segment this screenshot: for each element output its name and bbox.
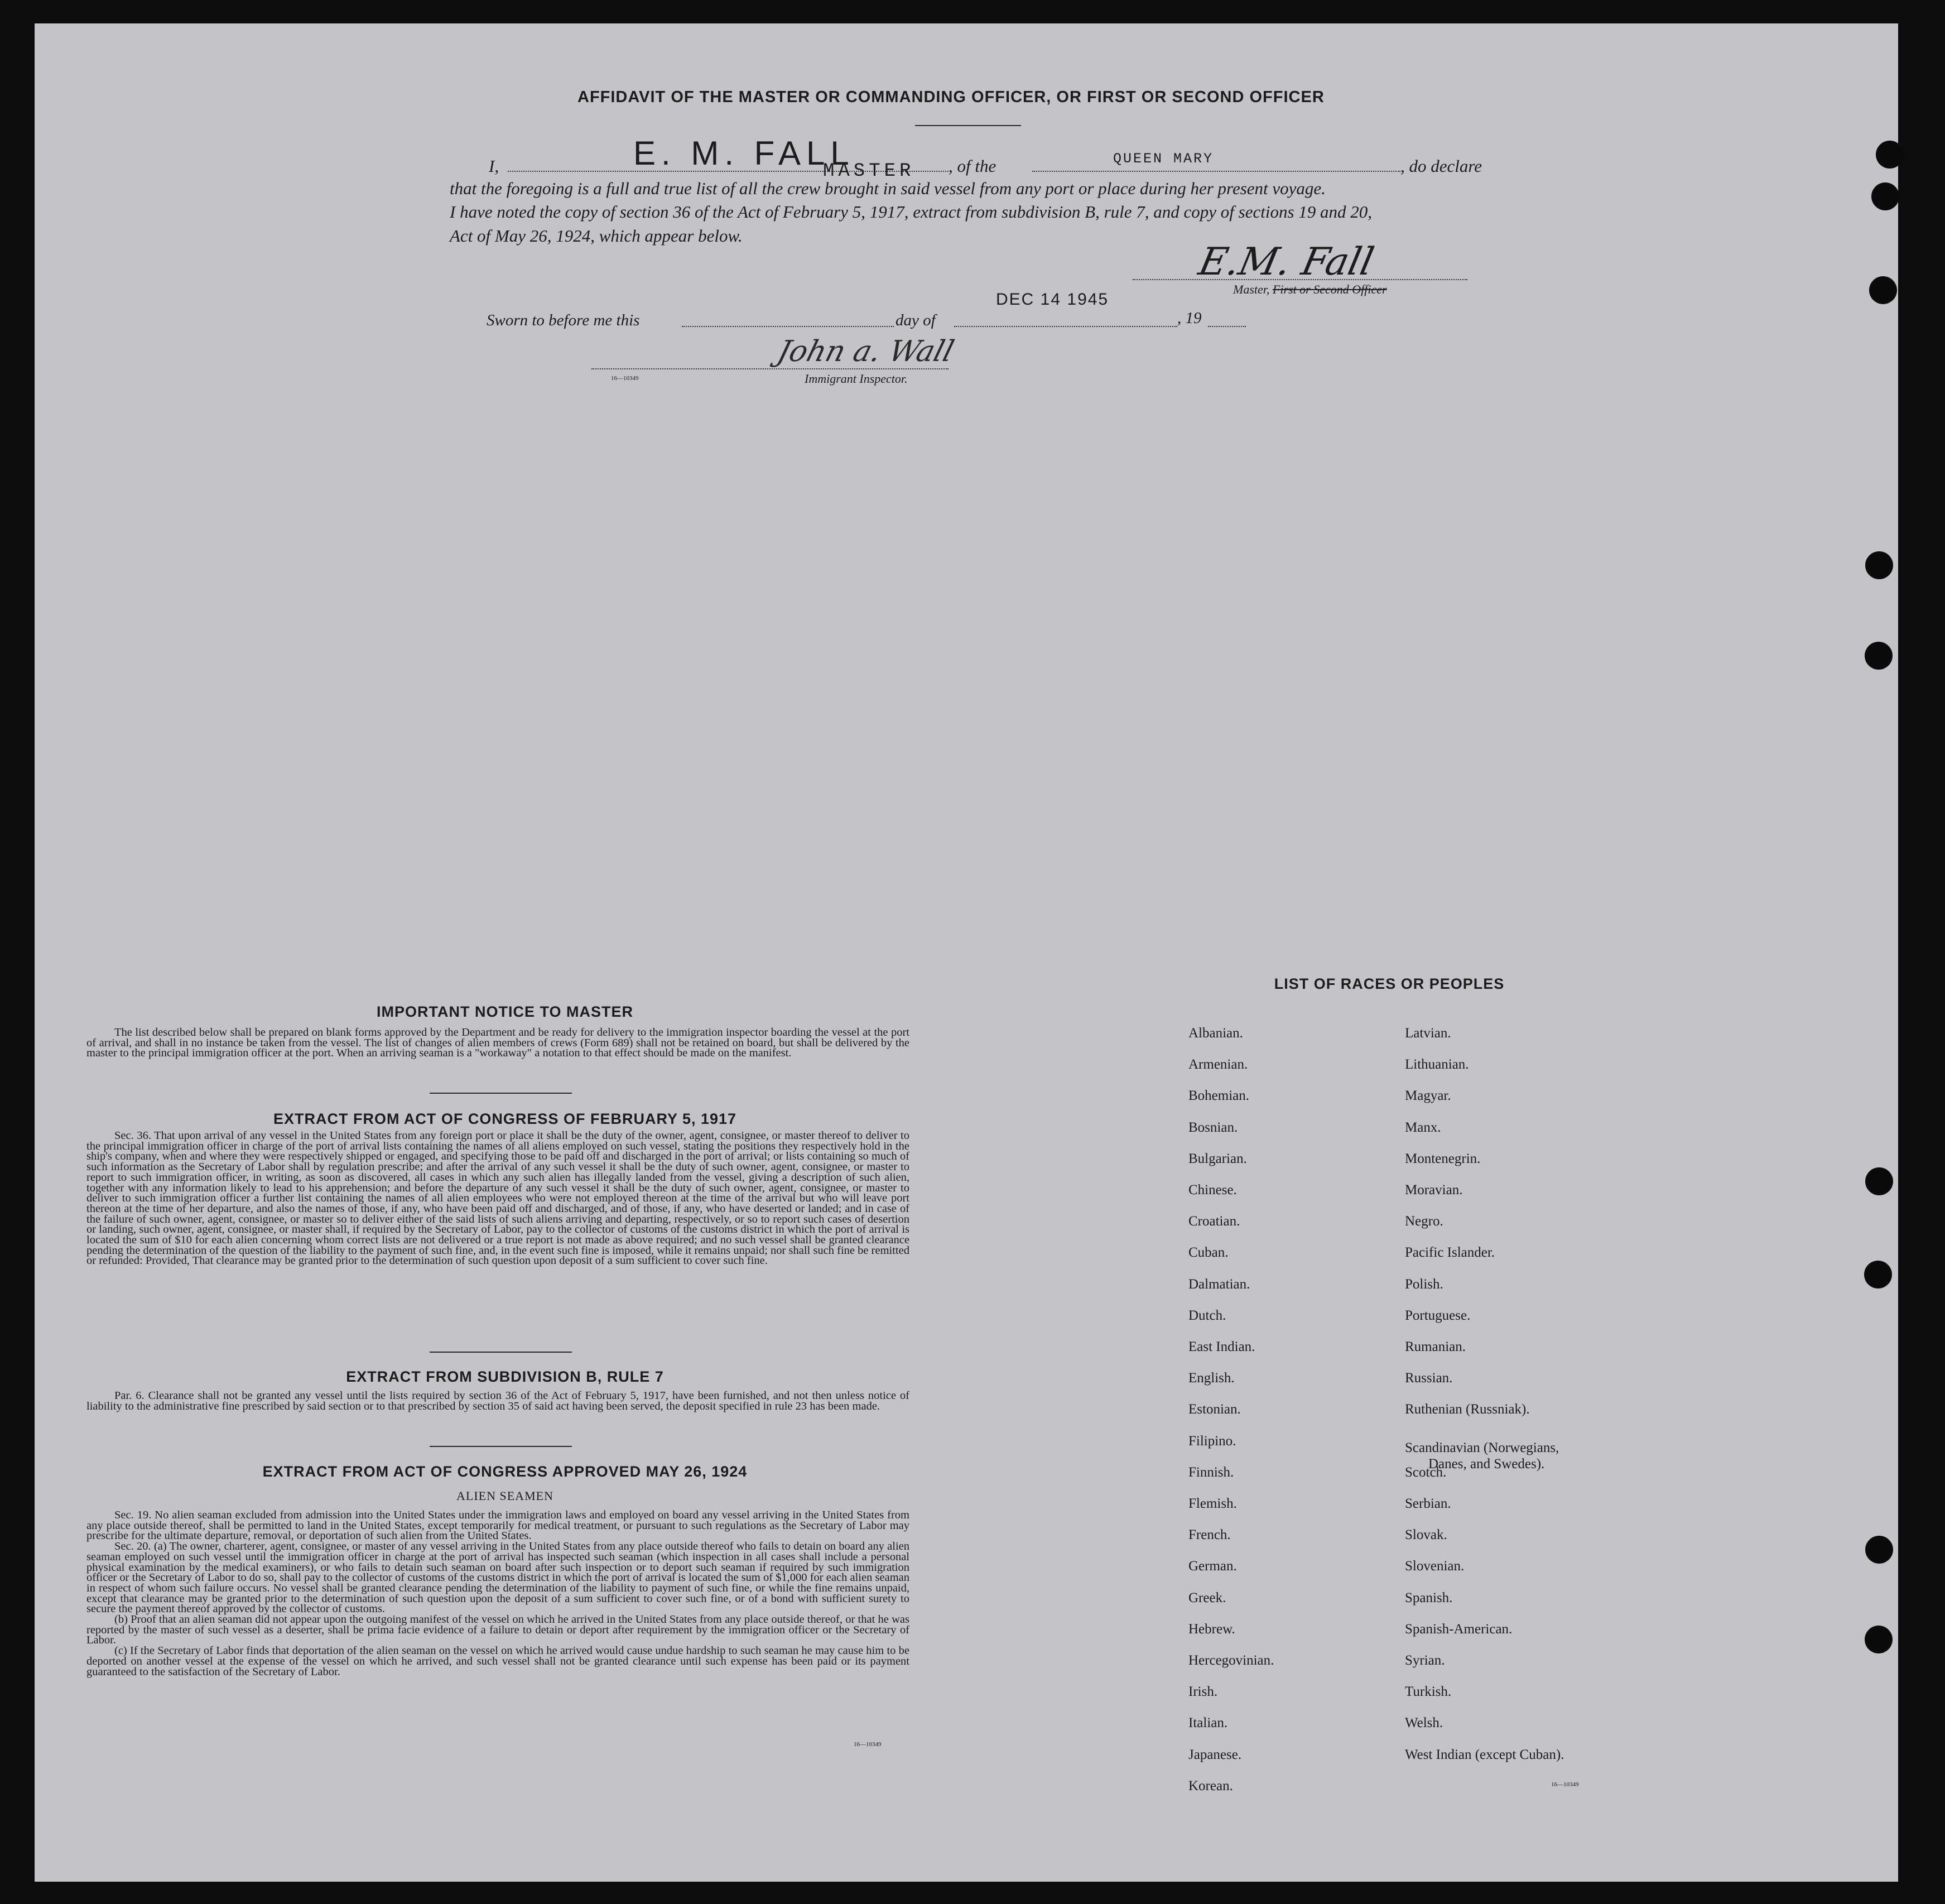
rule7-title: EXTRACT FROM SUBDIVISION B, RULE 7 [346, 1368, 664, 1385]
race-item: Ruthenian (Russniak). [1405, 1402, 1530, 1417]
race-item: Finnish. [1188, 1464, 1234, 1480]
extract-1924-body [86, 1510, 909, 1677]
punch-hole [1871, 182, 1899, 210]
race-item: Hebrew. [1188, 1621, 1235, 1637]
race-item: Estonian. [1188, 1402, 1241, 1417]
notice-title: IMPORTANT NOTICE TO MASTER [377, 1003, 633, 1020]
extract-1917-title: EXTRACT FROM ACT OF CONGRESS OF FEBRUARY 5, 1917 [273, 1110, 737, 1127]
punch-hole [1876, 141, 1904, 169]
race-item: Portuguese. [1405, 1307, 1471, 1323]
race-item: Armenian. [1188, 1057, 1248, 1073]
race-item: English. [1188, 1371, 1235, 1386]
date-line [954, 326, 1177, 327]
race-item: Danes, and Swedes). [1428, 1456, 1545, 1472]
race-item: Spanish. [1405, 1590, 1453, 1605]
race-item: Italian. [1188, 1715, 1228, 1731]
race-item: Serbian. [1405, 1496, 1451, 1511]
race-item: Welsh. [1405, 1715, 1443, 1731]
sworn-label: Sworn to before me this [487, 311, 640, 329]
races-title: LIST OF RACES OR PEOPLES [1274, 975, 1505, 992]
race-item: German. [1188, 1559, 1237, 1574]
race-item: Magyar. [1405, 1088, 1451, 1104]
race-item: Negro. [1405, 1214, 1443, 1229]
vessel-name: QUEEN MARY [1113, 151, 1214, 167]
race-item: Greek. [1188, 1590, 1226, 1605]
extract-1917-body: Sec. 36. That upon arrival of any vessel in the United States from any foreign port or place it shall be the duty of the owner, agent, consignee, or master thereof to deliver to the principal immigration officer in charge of the port of arrival lists containing the names of all aliens employed on such vessel, stating the positions they respectively hold in the ship's company, when and where they were respectively shipped or engaged, and specifying those to be paid off and discharged in the port of arrival; or lists containing so much of such information as the Secretary of Labor shall by regulation prescribe; and after the arrival of any such vessel it shall be the duty of such owner, agent, consignee, or master to report to such immigration officer, in writing, as soon as discovered, all cases in which any such alien has illegally landed from the vessel, giving a description of such alien, together with any information likely to lead to his apprehension; and before the departure of any such vessel it shall be the duty of such owner, agent, consignee, or master to deliver to such immigration officer a further list containing the names of all alien employees who were not employed thereon at the time of the arrival but who will leave port thereon at the time of her departure, and also the names of those, if any, who have been paid off and discharged, and of those, if any, who have deserted or landed; and in case of the failure of such owner, agent, consignee, or master so to deliver either of the said lists of such aliens arriving and departing, respectively, or so to report such cases of desertion or landing, such owner, agent, consignee, or master shall, if required by the Secretary of Labor, pay to the collector of customs of the customs district in which the port of arrival is located the sum of $10 for each alien concerning whom correct lists are not delivered or a true report is not made as above required; and no such vessel shall be granted clearance pending the determination of the question of the liability to the payment of such fine, and, in the event such fine is imposed, while it remains unpaid; nor shall such fine be remitted or refunded: Provided, That clearance may be granted prior to the determination of such question upon deposit of a sum sufficient to cover such fine. [86, 1129, 909, 1267]
race-item: Manx. [1405, 1119, 1441, 1135]
race-item: East Indian. [1188, 1339, 1255, 1354]
master-caption: Master, First or Second Officer [1233, 282, 1387, 296]
punch-hole [1865, 1167, 1893, 1195]
alien-seamen-subtitle: ALIEN SEAMEN [456, 1489, 553, 1503]
affidavit-line-4: Act of May 26, 1924, which appear below. [450, 226, 743, 246]
race-item: Slovenian. [1405, 1559, 1465, 1574]
race-item: Dalmatian. [1188, 1276, 1250, 1292]
declarant-rank: MASTER [823, 161, 915, 182]
divider [430, 1446, 572, 1447]
race-item: Hercegovinian. [1188, 1653, 1274, 1668]
affidavit-line-3: I have noted the copy of section 36 of the Act of February 5, 1917, extract from subdivision B, rule 7, and copy of sections 19 and 20, [450, 202, 1373, 222]
race-item: Slovak. [1405, 1527, 1447, 1543]
inspector-signature: John a. Wall [773, 335, 957, 368]
race-item: Bosnian. [1188, 1119, 1238, 1135]
race-item: Russian. [1405, 1371, 1453, 1386]
race-item: Spanish-American. [1405, 1621, 1513, 1637]
race-item: Latvian. [1405, 1026, 1451, 1041]
do-declare-label: , do declare [1400, 156, 1482, 176]
form-number: 16—10349 [611, 375, 639, 382]
race-item: French. [1188, 1527, 1231, 1543]
sworn-day-line [682, 326, 894, 327]
punch-hole [1865, 551, 1893, 579]
affidavit-line-2: that the foregoing is a full and true list of all the crew brought in said vessel from any port or place during her present voyage. [450, 179, 1326, 198]
punch-hole [1865, 1626, 1893, 1653]
race-item: Pacific Islander. [1405, 1245, 1495, 1261]
rule7-body: Par. 6. Clearance shall not be granted any vessel until the lists required by section 36 of the Act of February 5, 1917, have been furnished, and not then unless notice of liability to the administrative fine prescribed by said section or to that prescribed by section 35 of said act having been served, the deposit specified in rule 23 has been made. [86, 1389, 909, 1412]
inspector-caption: Immigrant Inspector. [805, 372, 908, 386]
inspector-signature-line [591, 368, 949, 369]
race-item: Scandinavian (Norwegians, [1405, 1440, 1559, 1456]
race-item: Irish. [1188, 1684, 1218, 1700]
race-item: Cuban. [1188, 1245, 1229, 1261]
punch-hole [1869, 276, 1897, 304]
race-item: Flemish. [1188, 1496, 1237, 1511]
sec-20a-text: Sec. 20. (a) The owner, charterer, agent, consignee, or master of any vessel arriving in the United States from any place outside thereof who fails to detain on board any alien seaman employed on such vessel until the immigration officer in charge at the port of arrival has inspected such seaman (which inspection in all cases shall include a personal physical examination by the medical examiners), or who fails to detain such seaman on board after such inspection or to deport such seaman if required by such immigration officer or the Secretary of Labor to do so, shall pay to the collector of customs of the customs district in which the port of arrival is located the sum of $1,000 for each alien seaman in respect of whom such failure occurs. No vessel shall be granted clearance pending the determination of the liability to payment of such fine, or while the fine remains unpaid, except that clearance may be granted prior to the determination of such question upon the deposit of a sum sufficient to cover such fine, or of a bond with sufficient surety to secure the payment thereof approved by the collector of customs. [86, 1540, 909, 1615]
master-signature: E.M. Fall [1195, 240, 1378, 284]
date-stamp: DEC 14 1945 [996, 290, 1109, 309]
year-line [1208, 326, 1246, 327]
vessel-line [1032, 171, 1400, 172]
race-item: Filipino. [1188, 1433, 1236, 1449]
race-item: Croatian. [1188, 1214, 1240, 1229]
race-item: Polish. [1405, 1276, 1443, 1292]
race-item: Bohemian. [1188, 1088, 1250, 1104]
declarant-name: E. M. FALL [633, 134, 855, 172]
race-item: Korean. [1188, 1778, 1233, 1794]
race-item: Turkish. [1405, 1684, 1452, 1700]
race-item: West Indian (except Cuban). [1405, 1747, 1564, 1762]
race-item: Dutch. [1188, 1307, 1226, 1323]
sec-19-text: Sec. 19. No alien seaman excluded from admission into the United States under the immigration laws and employed on board any vessel arriving in the United States from any place outside thereof, shall be permitted to land in the United States, except temporarily for medical treatment, or pursuant to such regulations as the Secretary of Labor may prescribe for the ultimate departure, removal, or deportation of such alien from the United States. [86, 1509, 909, 1542]
race-item: Syrian. [1405, 1653, 1445, 1668]
notice-body: The list described below shall be prepared on blank forms approved by the Department and be ready for delivery to the immigration inspector boarding the vessel at the port of arrival, and shall in no instance be taken from the vessel. The list of changes of alien members of crews (Form 689) shall not be retained on board, but shall be delivered by the master to the principal immigration officer at the port. When an arriving seaman is a "workaway" a notation to that effect should be made on the manifest. [86, 1026, 909, 1060]
form-number: 16—10349 [1551, 1781, 1579, 1788]
race-item: Moravian. [1405, 1182, 1463, 1198]
of-the-label: , of the [949, 156, 996, 176]
race-item: Bulgarian. [1188, 1151, 1247, 1166]
race-item: Scotch. [1405, 1464, 1447, 1480]
race-item: Chinese. [1188, 1182, 1237, 1198]
race-item: Albanian. [1188, 1026, 1243, 1041]
divider [430, 1352, 572, 1353]
sec-20c-text: (c) If the Secretary of Labor finds that deportation of the alien seaman on the vessel on which he arrived would cause undue hardship to such seaman he may cause him to be deported on another vessel at the expense of the vessel on which he arrived, and such vessel shall not be granted clearance until such expense has been paid or its payment guaranteed to the satisfaction of the Secretary of Labor. [86, 1645, 909, 1678]
year-prefix: , 19 [1177, 309, 1202, 327]
declarant-prefix: I, [489, 156, 499, 176]
race-item: Japanese. [1188, 1747, 1242, 1762]
race-item: Montenegrin. [1405, 1151, 1481, 1166]
form-number: 16—10349 [854, 1741, 882, 1748]
divider [915, 125, 1021, 126]
punch-hole [1864, 1261, 1892, 1288]
punch-hole [1865, 1536, 1893, 1564]
race-item: Rumanian. [1405, 1339, 1466, 1354]
day-of-label: day of [896, 311, 936, 329]
race-item: Lithuanian. [1405, 1057, 1469, 1073]
divider [430, 1093, 572, 1094]
punch-hole [1865, 642, 1893, 670]
sec-20b-text: (b) Proof that an alien seaman did not appear upon the outgoing manifest of the vessel on which he arrived in the United States from any place outside thereof, or that he was reported by the master of such vessel as a deserter, shall be prima facie evidence of a failure to detain or deport after requirement by the immigration officer or the Secretary of Labor. [86, 1613, 909, 1647]
affidavit-title: AFFIDAVIT OF THE MASTER OR COMMANDING OFFICER, OR FIRST OR SECOND OFFICER [577, 88, 1325, 106]
extract-1924-title: EXTRACT FROM ACT OF CONGRESS APPROVED MAY 26, 1924 [262, 1463, 748, 1480]
